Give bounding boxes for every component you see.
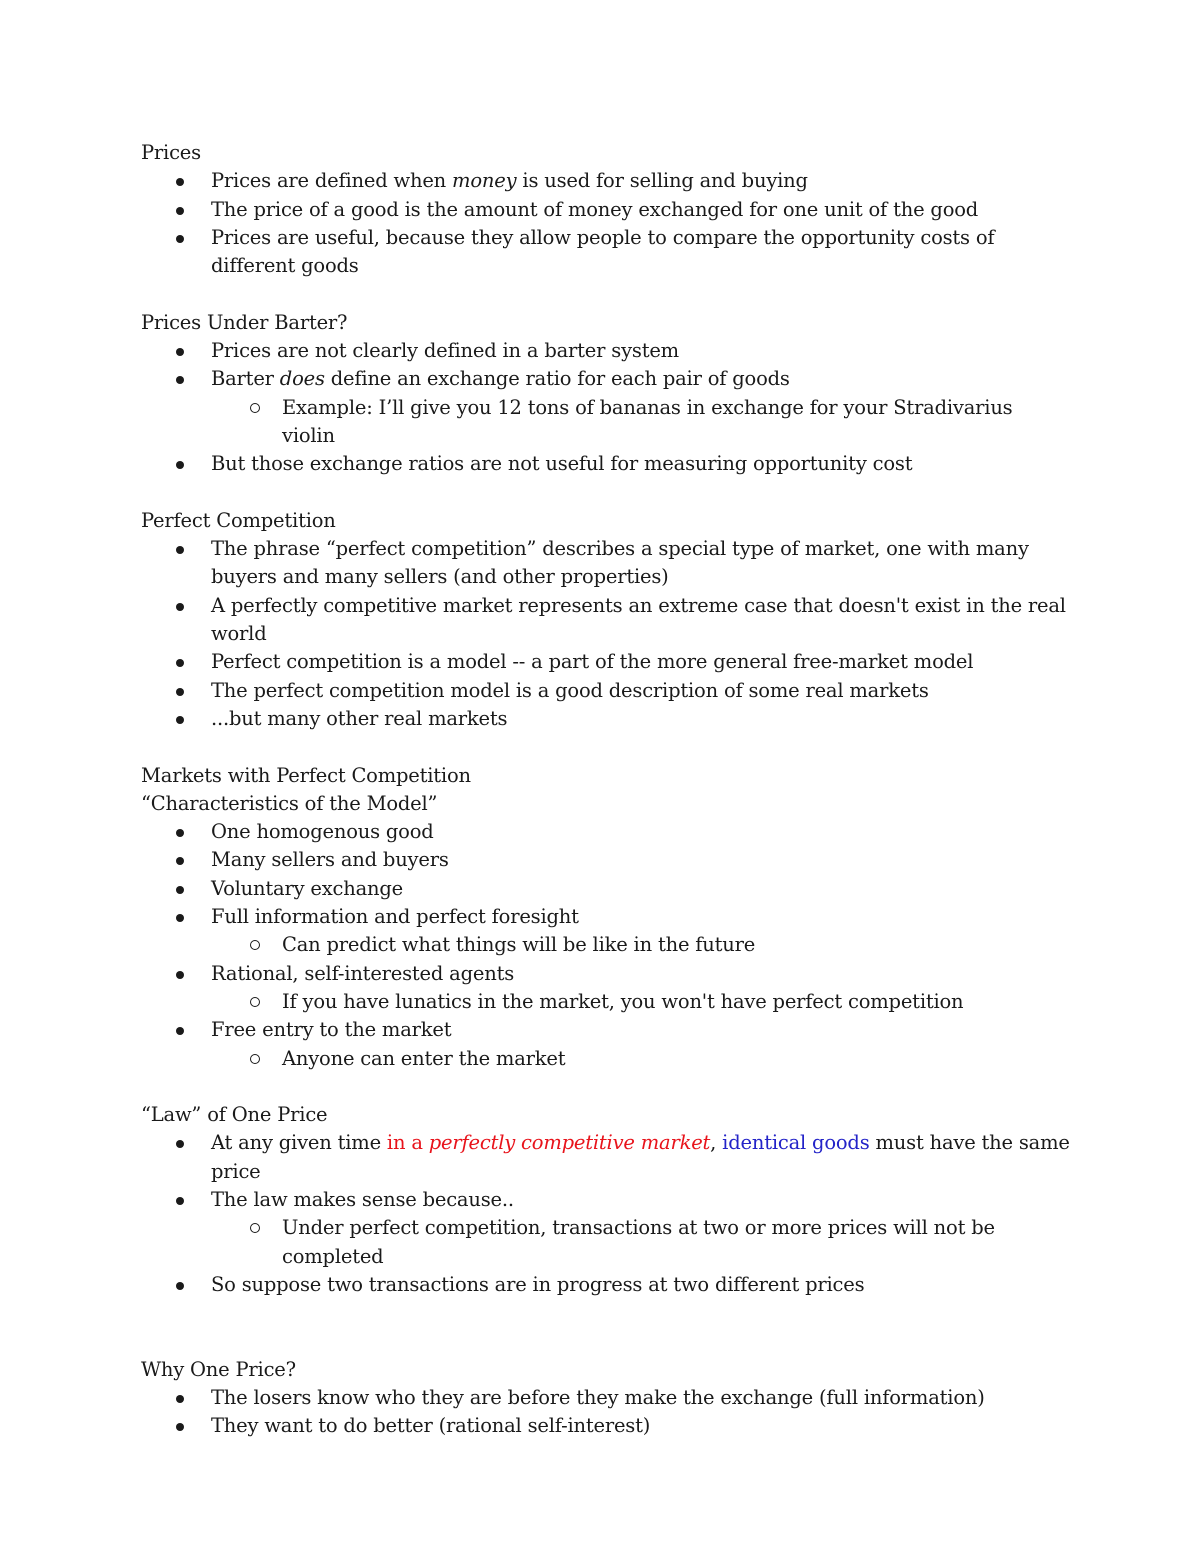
bullet-list <box>141 1129 1071 1299</box>
heading-why-one-price: Why One Price? <box>141 1357 296 1381</box>
circle-bullet-icon <box>250 1223 260 1233</box>
list-item: But those exchange ratios are not useful for measuring opportunity cost <box>211 450 1071 478</box>
subheading-characteristics: “Characteristics of the Model” <box>141 791 438 815</box>
bullet-icon <box>176 376 184 384</box>
list-item: At any given time in a perfectly competitive market, identical goods must have the same price <box>211 1129 1071 1186</box>
list-item: Prices are not clearly defined in a barter system <box>211 337 1071 365</box>
sub-list-item: Example: I’ll give you 12 tons of bananas in exchange for your Stradivarius violin <box>282 394 1071 451</box>
list-item: Rational, self-interested agents If you have lunatics in the market, you won't have perfect competition <box>211 960 1071 1017</box>
list-item: One homogenous good <box>211 818 1071 846</box>
list-item: Many sellers and buyers <box>211 846 1071 874</box>
bullet-icon <box>176 659 184 667</box>
highlight-blue-text: identical goods <box>722 1131 870 1155</box>
list-item: The price of a good is the amount of money exchanged for one unit of the good <box>211 196 1071 224</box>
bullet-icon <box>176 829 184 837</box>
list-item: Barter does define an exchange ratio for each pair of goods Example: I’ll give you 12 tons of bananas in exchange for your Stradivarius violin <box>211 365 1071 450</box>
sub-list-item: If you have lunatics in the market, you won't have perfect competition <box>282 988 1071 1016</box>
list-item: Prices are useful, because they allow people to compare the opportunity costs of different goods <box>211 224 1071 281</box>
sub-bullet-list <box>211 1045 1071 1073</box>
heading-barter: Prices Under Barter? <box>141 310 348 334</box>
sub-bullet-list <box>211 394 1071 451</box>
circle-bullet-icon <box>250 997 260 1007</box>
bullet-icon <box>176 971 184 979</box>
bullet-icon <box>176 688 184 696</box>
heading-perfect-competition: Perfect Competition <box>141 508 336 532</box>
bullet-icon <box>176 461 184 469</box>
list-item: The law makes sense because.. Under perfect competition, transactions at two or more prices will not be completed <box>211 1186 1071 1271</box>
bullet-icon <box>176 1395 184 1403</box>
circle-bullet-icon <box>250 1054 260 1064</box>
bullet-icon <box>176 1423 184 1431</box>
list-item: The phrase “perfect competition” describes a special type of market, one with many buyers and many sellers (and other properties) <box>211 535 1071 592</box>
bullet-icon <box>176 546 184 554</box>
section-barter <box>141 309 1071 479</box>
list-item: Prices are defined when money is used for selling and buying <box>211 167 1071 195</box>
bullet-list <box>141 818 1071 1073</box>
section-law-of-one-price <box>141 1101 1071 1299</box>
list-item: ...but many other real markets <box>211 705 1071 733</box>
sub-bullet-list <box>211 1214 1071 1271</box>
list-item: A perfectly competitive market represents an extreme case that doesn't exist in the real world <box>211 592 1071 649</box>
bullet-list <box>141 167 1071 280</box>
heading-law-of-one-price: “Law” of One Price <box>141 1103 328 1127</box>
sub-list-item: Under perfect competition, transactions at two or more prices will not be completed <box>282 1214 1071 1271</box>
highlight-red-text: in a <box>386 1131 429 1155</box>
section-why-one-price <box>141 1356 1071 1441</box>
bullet-icon <box>176 1027 184 1035</box>
bullet-icon <box>176 207 184 215</box>
list-item: They want to do better (rational self-interest) <box>211 1412 1071 1440</box>
section-prices <box>141 139 1071 280</box>
bullet-icon <box>176 886 184 894</box>
list-item: The perfect competition model is a good description of some real markets <box>211 677 1071 705</box>
section-markets <box>141 762 1071 1073</box>
list-item: Perfect competition is a model -- a part of the more general free-market model <box>211 648 1071 676</box>
list-item: Voluntary exchange <box>211 875 1071 903</box>
list-item: The losers know who they are before they make the exchange (full information) <box>211 1384 1071 1412</box>
bullet-icon <box>176 914 184 922</box>
bullet-icon <box>176 716 184 724</box>
bullet-list <box>141 535 1071 733</box>
bullet-icon <box>176 1282 184 1290</box>
sub-list-item: Can predict what things will be like in the future <box>282 931 1071 959</box>
heading-prices: Prices <box>141 141 201 164</box>
highlight-red-italic-text: perfectly competitive market <box>428 1131 711 1155</box>
bullet-icon <box>176 235 184 243</box>
list-item: Full information and perfect foresight Can predict what things will be like in the future <box>211 903 1071 960</box>
bullet-icon <box>176 348 184 356</box>
sub-bullet-list <box>211 931 1071 959</box>
document-page <box>141 139 1071 1469</box>
section-perfect-competition <box>141 507 1071 733</box>
bullet-icon <box>176 1197 184 1205</box>
bullet-list <box>141 337 1071 478</box>
bullet-icon <box>176 1140 184 1148</box>
bullet-icon <box>176 857 184 865</box>
list-item: Free entry to the market Anyone can enter the market <box>211 1016 1071 1073</box>
heading-markets: Markets with Perfect Competition <box>141 763 471 787</box>
circle-bullet-icon <box>250 403 260 413</box>
sub-bullet-list <box>211 988 1071 1016</box>
bullet-list <box>141 1384 1071 1441</box>
bullet-icon <box>176 603 184 611</box>
list-item: So suppose two transactions are in progress at two different prices <box>211 1271 1071 1299</box>
circle-bullet-icon <box>250 940 260 950</box>
bullet-icon <box>176 178 184 186</box>
sub-list-item: Anyone can enter the market <box>282 1045 1071 1073</box>
